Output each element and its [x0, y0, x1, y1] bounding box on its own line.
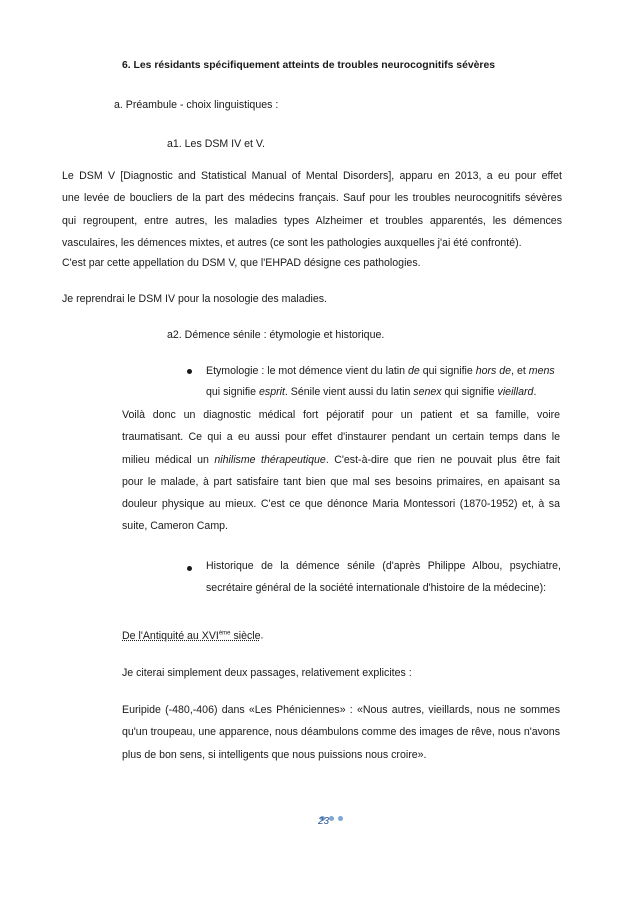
heading-antiquite	[122, 626, 264, 643]
latin-word: mens	[528, 365, 555, 377]
paragraph-line: traumatisant. Ce qui a eu aussi pour effet d'instaurer pendant un certain temps dans le	[122, 431, 560, 444]
subheading-a2: a2. Démence sénile : étymologie et historique.	[167, 329, 385, 341]
paragraph-citation-intro: Je citerai simplement deux passages, relativement explicites :	[122, 667, 412, 679]
paragraph-line: Voilà donc un diagnostic médical fort péjoratif pour un patient et sa famille, voire	[122, 409, 560, 421]
paragraph-dsm	[62, 165, 562, 254]
paragraph-line: Euripide (-480,-406) dans «Les Phéniciennes» : «Nous autres, vieillards, nous ne sommes	[122, 704, 560, 716]
text-run: . C'est-à-dire que rien ne pouvait plus être fait	[325, 453, 560, 466]
bullet-icon	[187, 369, 192, 374]
text-run: De l'Antiquité au XVI	[122, 629, 219, 642]
paragraph-line: secrétaire général de la société internationale d'histoire de la médecine):	[206, 582, 547, 595]
emphasis-text: nihilisme thérapeutique	[214, 453, 326, 466]
paragraph-line: suite, Cameron Camp.	[122, 520, 228, 533]
paragraph-euripide	[122, 699, 560, 766]
paragraph-ehpad: C'est par cette appellation du DSM V, que l'EHPAD désigne ces pathologies.	[62, 257, 421, 269]
text-run: , et	[511, 365, 529, 377]
paragraph-line: une levée de boucliers de la part des médecins français. Sauf pour les troubles neurocognitifs sévères	[62, 192, 562, 205]
paragraph-line: pour le malade, à part satisfaire tant bien que mal ses besoins primaires, en apaisant sa	[122, 475, 560, 488]
text-run: .	[533, 386, 537, 398]
bullet-etymologie-line2	[206, 385, 536, 399]
paragraph-diagnostic	[122, 404, 560, 538]
text-run: siècle	[230, 629, 261, 642]
paragraph-line: vasculaires, les démences mixtes, et autres (ce sont les pathologies auxquelles j'ai été confronté).	[62, 236, 522, 249]
latin-meaning: esprit	[259, 386, 285, 398]
subheading-a: a. Préambule - choix linguistiques :	[114, 99, 279, 111]
underlined-heading	[122, 630, 261, 642]
paragraph-line: plus de bon sens, si intelligents que nous puissions nous croire».	[122, 748, 427, 761]
paragraph-dsm-iv: Je reprendrai le DSM IV pour la nosologie des maladies.	[62, 293, 327, 305]
latin-meaning: hors de	[475, 365, 512, 377]
bullet-historique	[206, 555, 561, 600]
paragraph-line: Le DSM V [Diagnostic and Statistical Manual of Mental Disorders], apparu en 2013, a eu pour effet	[62, 170, 562, 182]
latin-meaning: vieillard	[497, 386, 534, 398]
text-run: qui signifie	[441, 386, 498, 398]
text-run: qui signifie	[419, 365, 476, 377]
paragraph-line: qui regroupent, entre autres, les maladies types Alzheimer et troubles apparentés, les démences	[62, 214, 562, 227]
bullet-etymologie-line1	[206, 364, 555, 378]
paragraph-line: Historique de la démence sénile (d'après Philippe Albou, psychiatre,	[206, 560, 561, 572]
text-run: .	[260, 629, 264, 642]
text-run: milieu médical un	[122, 453, 215, 466]
subheading-a1: a1. Les DSM IV et V.	[167, 138, 265, 150]
bullet-icon	[187, 566, 192, 571]
paragraph-line: qu'un troupeau, une apparence, nous déambulons comme des images de rêve, nous n'avons	[122, 726, 560, 739]
latin-word: de	[407, 365, 420, 377]
text-run: Etymologie : le mot démence vient du latin	[206, 365, 408, 377]
superscript: ème	[218, 630, 231, 636]
text-run: . Sénile vient aussi du latin	[284, 386, 414, 398]
page-number: 23	[318, 816, 330, 827]
paragraph-line: douleur physique au mieux. C'est ce que dénonce Maria Montessori (1870-1952) et, à sa	[122, 498, 560, 511]
latin-word: senex	[413, 386, 442, 398]
paragraph-line	[122, 449, 560, 471]
footer-dots-icon	[320, 808, 350, 814]
section-heading: 6. Les résidants spécifiquement atteints de troubles neurocognitifs sévères	[122, 60, 496, 71]
text-run: qui signifie	[206, 386, 259, 398]
